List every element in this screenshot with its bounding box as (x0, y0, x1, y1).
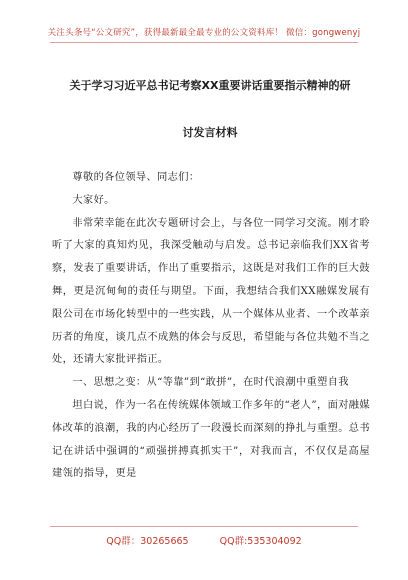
document-title-line-2: 讨发言材料 (182, 126, 238, 139)
header-banner: 关注头条号“公文研究”，获得最新最全最专业的公文资料库！ 微信：gongwenyj (47, 28, 361, 38)
footer-qq-group-1: QQ群：30265665 (106, 536, 189, 547)
document-title-line-1: 关于学习习近平总书记考察XX重要讲话重要指示精神的研 (69, 79, 351, 92)
footer-qq-group-2: QQ群:535304092 (219, 536, 302, 547)
document-body (52, 167, 370, 486)
greeting: 大家好。 (72, 194, 115, 206)
paragraph-section-1: 坦白说，作为一名在传统媒体领域工作多年的“老人”，面对融媒体改革的浪潮，我的内心经历了一段漫长而深刻的挣扎与重塑。总书记在讲话中强调的“顽强拼搏真抓实干”，对我而言，不仅仅是高屋建瓴的指导，更是 (52, 399, 370, 480)
header-divider (50, 42, 358, 43)
footer (0, 533, 408, 547)
footer-divider (50, 526, 358, 527)
section-heading-1: 一、思想之变：从“等靠”到“敢拼”，在时代浪潮中重塑自我 (72, 377, 349, 389)
salutation: 尊敬的各位领导、同志们： (72, 172, 200, 183)
paragraph-intro: 非常荣幸能在此次专题研讨会上，与各位一同学习交流。刚才聆听了大家的真知灼见，我深受触动与启发。总书记亲临我们XX省考察，发表了重要讲话，作出了重要指示，这既是对我们工作的巨大鼓舞，更是沉甸甸的责任与期望。下面，我想结合我们XX融媒发展有限公司在市场化转型中的一些实践，从一个媒体从业者、一个改革亲历者的角度，谈几点不成熟的体会与反思，希望能与各位共勉不当之处，还请大家批评指正。 (52, 217, 370, 366)
